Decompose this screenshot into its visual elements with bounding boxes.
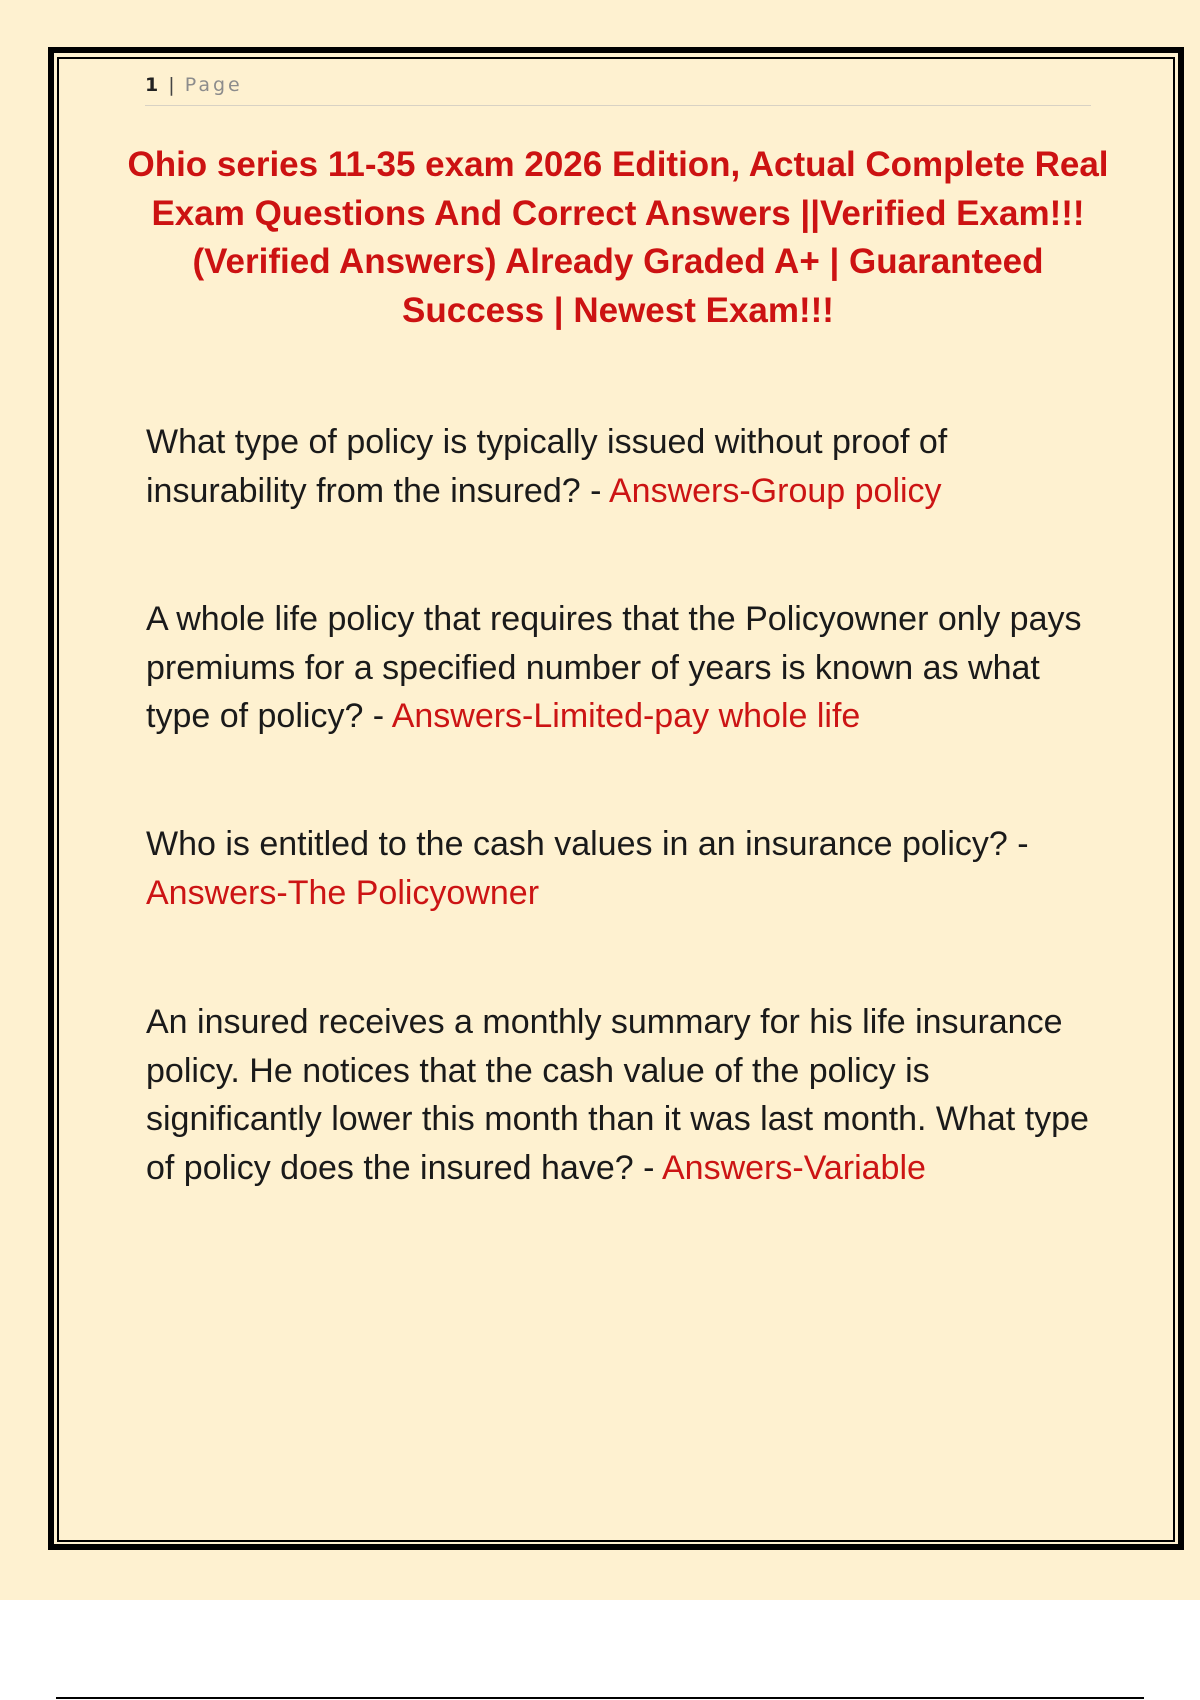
qa-item-2	[146, 595, 1106, 741]
page-header	[145, 74, 1091, 106]
page-number: 1	[145, 74, 160, 96]
answer-text: Answers-The Policyowner	[146, 873, 540, 912]
document-title: Ohio series 11-35 exam 2026 Edition, Actual Complete Real Exam Questions And Correct Answers ||Verified Exam!!!(Verified Answers) Already Graded A+ | Guaranteed Success | Newest Exam!!!	[127, 145, 1109, 330]
qa-item-3	[146, 820, 1106, 917]
page-separator: |	[168, 74, 176, 96]
question-text: An insured receives a monthly summary for his life insurance policy. He notices that the cash value of the policy is significantly lower this month than it was last month. What type of policy does the insured have? -	[146, 1003, 1089, 1187]
question-text: A whole life policy that requires that the Policyowner only pays premiums for a specified number of years is known as what type of policy? -	[146, 600, 1082, 735]
question-text: What type of policy is typically issued without proof of insurability from the insured? -	[146, 423, 948, 510]
bottom-divider	[56, 1697, 1144, 1699]
question-text: Who is entitled to the cash values in an insurance policy? -	[146, 825, 1029, 863]
page-label: Page	[184, 74, 243, 96]
qa-item-1	[146, 418, 1106, 515]
answer-text: Answers-Limited-pay whole life	[391, 697, 861, 735]
answer-text: Answers-Group policy	[608, 471, 942, 510]
qa-item-4	[146, 998, 1106, 1192]
answer-text: Answers-Variable	[662, 1148, 926, 1187]
